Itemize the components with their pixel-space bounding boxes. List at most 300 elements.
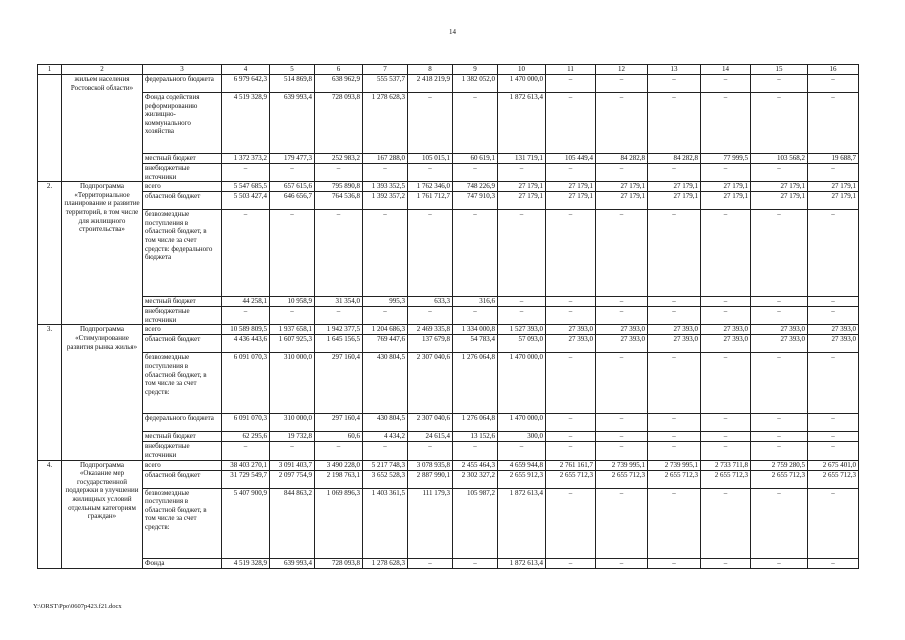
- table-row: [38, 182, 859, 192]
- column-number-16: 16: [808, 65, 859, 75]
- column-number-10: 10: [498, 65, 546, 75]
- amount-cell: 27 393,0: [751, 335, 808, 353]
- amount-cell: 5 217 748,3: [363, 460, 408, 470]
- amount-cell: 1 069 896,3: [315, 488, 363, 558]
- program-number: 3.: [38, 325, 62, 460]
- funding-source: областной бюджет: [143, 470, 222, 488]
- amount-cell: 2 739 995,1: [596, 460, 648, 470]
- amount-cell: 657 615,6: [270, 182, 315, 192]
- amount-cell: –: [808, 488, 859, 558]
- amount-cell: 3 490 228,0: [315, 460, 363, 470]
- amount-cell: 167 288,0: [363, 154, 408, 164]
- amount-cell: –: [701, 558, 751, 568]
- funding-source: безвозмездные поступления в областной бюджет, в том числе за счет средств: федерального бюджета: [143, 210, 222, 297]
- amount-cell: –: [808, 353, 859, 414]
- amount-cell: –: [408, 164, 453, 182]
- amount-cell: 5 503 427,4: [222, 192, 270, 210]
- program-number: 2.: [38, 182, 62, 325]
- table-row: [38, 164, 859, 182]
- amount-cell: –: [596, 432, 648, 442]
- amount-cell: 297 160,4: [315, 414, 363, 432]
- column-number-12: 12: [596, 65, 648, 75]
- amount-cell: 137 679,8: [408, 335, 453, 353]
- amount-cell: –: [751, 558, 808, 568]
- amount-cell: 62 295,6: [222, 432, 270, 442]
- amount-cell: 27 179,1: [596, 182, 648, 192]
- amount-cell: 310 000,0: [270, 353, 315, 414]
- amount-cell: 844 863,2: [270, 488, 315, 558]
- amount-cell: 1 762 346,0: [408, 182, 453, 192]
- amount-cell: 6 091 070,3: [222, 414, 270, 432]
- amount-cell: 1 403 361,5: [363, 488, 408, 558]
- amount-cell: –: [701, 432, 751, 442]
- table-row: [38, 93, 859, 154]
- amount-cell: 728 093,8: [315, 558, 363, 568]
- amount-cell: 54 783,4: [453, 335, 498, 353]
- amount-cell: 4 659 944,8: [498, 460, 546, 470]
- amount-cell: 27 179,1: [546, 182, 596, 192]
- amount-cell: 10 958,9: [270, 297, 315, 307]
- amount-cell: 27 393,0: [701, 325, 751, 335]
- amount-cell: –: [808, 414, 859, 432]
- amount-cell: 27 179,1: [701, 192, 751, 210]
- amount-cell: –: [546, 297, 596, 307]
- amount-cell: –: [363, 210, 408, 297]
- program-name: Подпрограмма «Территориальное планирование и развитие территорий, в том числе для жилищного строительства»: [62, 182, 143, 325]
- amount-cell: 3 078 935,8: [408, 460, 453, 470]
- table-row: [38, 470, 859, 488]
- funding-source: безвозмездные поступления в областной бюджет, в том числе за счет средств:: [143, 353, 222, 414]
- amount-cell: –: [546, 442, 596, 460]
- amount-cell: 1 334 000,8: [453, 325, 498, 335]
- amount-cell: –: [270, 307, 315, 325]
- amount-cell: 27 179,1: [808, 182, 859, 192]
- amount-cell: –: [596, 307, 648, 325]
- amount-cell: 316,6: [453, 297, 498, 307]
- amount-cell: –: [596, 558, 648, 568]
- amount-cell: 633,3: [408, 297, 453, 307]
- amount-cell: 638 962,9: [315, 75, 363, 93]
- amount-cell: –: [315, 442, 363, 460]
- amount-cell: 2 655 712,3: [546, 470, 596, 488]
- amount-cell: –: [596, 210, 648, 297]
- amount-cell: 300,0: [498, 432, 546, 442]
- amount-cell: –: [648, 164, 701, 182]
- funding-source: Фонда: [143, 558, 222, 568]
- amount-cell: –: [546, 488, 596, 558]
- amount-cell: –: [701, 93, 751, 154]
- amount-cell: 131 719,1: [498, 154, 546, 164]
- amount-cell: 24 615,4: [408, 432, 453, 442]
- amount-cell: 31 729 549,7: [222, 470, 270, 488]
- amount-cell: 297 160,4: [315, 353, 363, 414]
- amount-cell: 555 537,7: [363, 75, 408, 93]
- column-number-2: 2: [62, 65, 143, 75]
- amount-cell: –: [701, 488, 751, 558]
- amount-cell: 1 872 613,4: [498, 488, 546, 558]
- amount-cell: –: [648, 297, 701, 307]
- amount-cell: –: [648, 414, 701, 432]
- amount-cell: 103 568,2: [751, 154, 808, 164]
- amount-cell: –: [315, 210, 363, 297]
- amount-cell: 514 869,8: [270, 75, 315, 93]
- amount-cell: 27 179,1: [751, 192, 808, 210]
- amount-cell: 310 000,0: [270, 414, 315, 432]
- amount-cell: –: [596, 442, 648, 460]
- amount-cell: 27 179,1: [648, 192, 701, 210]
- amount-cell: –: [315, 164, 363, 182]
- amount-cell: –: [648, 210, 701, 297]
- table-row: [38, 432, 859, 442]
- column-number-4: 4: [222, 65, 270, 75]
- amount-cell: –: [315, 307, 363, 325]
- amount-cell: –: [751, 93, 808, 154]
- amount-cell: –: [808, 558, 859, 568]
- program-number: [38, 75, 62, 182]
- amount-cell: 27 179,1: [808, 192, 859, 210]
- funding-source: всего: [143, 460, 222, 470]
- amount-cell: 728 093,8: [315, 93, 363, 154]
- amount-cell: 27 393,0: [596, 335, 648, 353]
- amount-cell: 27 179,1: [648, 182, 701, 192]
- amount-cell: –: [546, 432, 596, 442]
- amount-cell: 2 655 712,3: [751, 470, 808, 488]
- funding-source: всего: [143, 182, 222, 192]
- amount-cell: 1 872 613,4: [498, 558, 546, 568]
- table-row: [38, 75, 859, 93]
- amount-cell: 769 447,6: [363, 335, 408, 353]
- amount-cell: 105 449,4: [546, 154, 596, 164]
- funding-source: всего: [143, 325, 222, 335]
- amount-cell: 1 470 000,0: [498, 353, 546, 414]
- amount-cell: –: [453, 442, 498, 460]
- amount-cell: –: [498, 442, 546, 460]
- table-row: [38, 154, 859, 164]
- table-row: [38, 442, 859, 460]
- amount-cell: –: [546, 210, 596, 297]
- amount-cell: 10 589 809,5: [222, 325, 270, 335]
- amount-cell: 3 652 528,3: [363, 470, 408, 488]
- amount-cell: 1 527 393,0: [498, 325, 546, 335]
- funding-source: Фонда содействия реформированию жилищно-коммунального хозяйства: [143, 93, 222, 154]
- funding-source: федерального бюджета: [143, 414, 222, 432]
- amount-cell: 6 091 070,3: [222, 353, 270, 414]
- amount-cell: –: [648, 353, 701, 414]
- column-number-11: 11: [546, 65, 596, 75]
- amount-cell: 179 477,3: [270, 154, 315, 164]
- amount-cell: –: [453, 93, 498, 154]
- column-number-8: 8: [408, 65, 453, 75]
- amount-cell: 105 015,1: [408, 154, 453, 164]
- amount-cell: –: [222, 442, 270, 460]
- amount-cell: –: [546, 93, 596, 154]
- amount-cell: 2 455 464,3: [453, 460, 498, 470]
- table-row: [38, 488, 859, 558]
- amount-cell: –: [596, 488, 648, 558]
- amount-cell: 19 688,7: [808, 154, 859, 164]
- amount-cell: 2 655 712,3: [596, 470, 648, 488]
- funding-source: местный бюджет: [143, 154, 222, 164]
- table-row: [38, 297, 859, 307]
- amount-cell: 2 418 219,9: [408, 75, 453, 93]
- funding-source: внебюджетные источники: [143, 442, 222, 460]
- amount-cell: 2 302 327,2: [453, 470, 498, 488]
- amount-cell: 646 656,7: [270, 192, 315, 210]
- amount-cell: –: [648, 442, 701, 460]
- amount-cell: 27 393,0: [648, 325, 701, 335]
- amount-cell: 19 732,8: [270, 432, 315, 442]
- amount-cell: 2 655 712,3: [701, 470, 751, 488]
- amount-cell: 13 152,6: [453, 432, 498, 442]
- funding-source: областной бюджет: [143, 335, 222, 353]
- amount-cell: 1 276 064,8: [453, 353, 498, 414]
- amount-cell: 2 469 335,8: [408, 325, 453, 335]
- amount-cell: 105 987,2: [453, 488, 498, 558]
- amount-cell: –: [648, 307, 701, 325]
- funding-source: местный бюджет: [143, 297, 222, 307]
- amount-cell: 77 999,5: [701, 154, 751, 164]
- amount-cell: –: [808, 164, 859, 182]
- amount-cell: –: [453, 164, 498, 182]
- amount-cell: –: [498, 164, 546, 182]
- column-number-6: 6: [315, 65, 363, 75]
- amount-cell: –: [363, 164, 408, 182]
- amount-cell: –: [596, 414, 648, 432]
- amount-cell: 5 407 900,9: [222, 488, 270, 558]
- amount-cell: –: [546, 414, 596, 432]
- amount-cell: 84 282,8: [648, 154, 701, 164]
- amount-cell: 111 179,3: [408, 488, 453, 558]
- amount-cell: 2 307 040,6: [408, 353, 453, 414]
- program-name: Подпрограмма «Стимулирование развития рынка жилья»: [62, 325, 143, 460]
- amount-cell: 2 887 990,1: [408, 470, 453, 488]
- amount-cell: 1 607 925,3: [270, 335, 315, 353]
- amount-cell: 2 655 712,3: [808, 470, 859, 488]
- amount-cell: 27 179,1: [701, 182, 751, 192]
- table-row: [38, 325, 859, 335]
- amount-cell: 27 179,1: [596, 192, 648, 210]
- amount-cell: –: [751, 307, 808, 325]
- table-row: [38, 460, 859, 470]
- amount-cell: 27 393,0: [808, 335, 859, 353]
- amount-cell: –: [498, 307, 546, 325]
- amount-cell: –: [222, 164, 270, 182]
- amount-cell: 2 759 280,5: [751, 460, 808, 470]
- amount-cell: –: [270, 210, 315, 297]
- amount-cell: –: [751, 488, 808, 558]
- column-number-14: 14: [701, 65, 751, 75]
- amount-cell: 1 278 628,3: [363, 93, 408, 154]
- amount-cell: 2 655 912,3: [498, 470, 546, 488]
- amount-cell: 27 179,1: [498, 182, 546, 192]
- amount-cell: –: [596, 164, 648, 182]
- amount-cell: 57 093,0: [498, 335, 546, 353]
- amount-cell: 4 519 328,9: [222, 558, 270, 568]
- amount-cell: 795 890,8: [315, 182, 363, 192]
- amount-cell: 1 761 712,7: [408, 192, 453, 210]
- amount-cell: –: [701, 353, 751, 414]
- amount-cell: –: [546, 558, 596, 568]
- amount-cell: –: [751, 75, 808, 93]
- amount-cell: –: [596, 353, 648, 414]
- amount-cell: –: [453, 307, 498, 325]
- amount-cell: 764 536,8: [315, 192, 363, 210]
- column-number-15: 15: [751, 65, 808, 75]
- program-number: 4.: [38, 460, 62, 568]
- amount-cell: 1 470 000,0: [498, 414, 546, 432]
- table-row: [38, 353, 859, 414]
- amount-cell: 1 942 377,5: [315, 325, 363, 335]
- amount-cell: 27 179,1: [546, 192, 596, 210]
- amount-cell: 27 393,0: [546, 335, 596, 353]
- amount-cell: 2 198 763,1: [315, 470, 363, 488]
- table-row: [38, 335, 859, 353]
- amount-cell: –: [222, 307, 270, 325]
- amount-cell: 60 619,1: [453, 154, 498, 164]
- amount-cell: 31 354,0: [315, 297, 363, 307]
- amount-cell: 430 804,5: [363, 414, 408, 432]
- header-row: [38, 65, 859, 75]
- amount-cell: –: [546, 75, 596, 93]
- amount-cell: –: [453, 210, 498, 297]
- table-row: [38, 414, 859, 432]
- amount-cell: –: [596, 297, 648, 307]
- amount-cell: 1 278 628,3: [363, 558, 408, 568]
- amount-cell: 27 393,0: [808, 325, 859, 335]
- amount-cell: –: [648, 93, 701, 154]
- amount-cell: –: [751, 432, 808, 442]
- program-name: Подпрограмма «Оказание мер государственной поддержки в улучшении жилищных условий отдельным категориям граждан»: [62, 460, 143, 568]
- amount-cell: –: [596, 93, 648, 154]
- amount-cell: 27 393,0: [596, 325, 648, 335]
- funding-source: областной бюджет: [143, 192, 222, 210]
- amount-cell: –: [408, 307, 453, 325]
- amount-cell: 2 733 711,8: [701, 460, 751, 470]
- amount-cell: 1 382 052,0: [453, 75, 498, 93]
- amount-cell: –: [808, 93, 859, 154]
- table-row: [38, 307, 859, 325]
- amount-cell: –: [408, 93, 453, 154]
- amount-cell: –: [546, 164, 596, 182]
- amount-cell: 430 804,5: [363, 353, 408, 414]
- amount-cell: –: [751, 164, 808, 182]
- amount-cell: 252 983,2: [315, 154, 363, 164]
- amount-cell: –: [808, 75, 859, 93]
- amount-cell: –: [408, 558, 453, 568]
- amount-cell: –: [363, 442, 408, 460]
- amount-cell: –: [648, 75, 701, 93]
- amount-cell: 747 910,3: [453, 192, 498, 210]
- table-row: [38, 210, 859, 297]
- amount-cell: 995,3: [363, 297, 408, 307]
- amount-cell: –: [701, 164, 751, 182]
- amount-cell: 4 434,2: [363, 432, 408, 442]
- amount-cell: –: [648, 488, 701, 558]
- amount-cell: 84 282,8: [596, 154, 648, 164]
- table-row: [38, 192, 859, 210]
- amount-cell: 748 226,9: [453, 182, 498, 192]
- amount-cell: –: [222, 210, 270, 297]
- amount-cell: –: [363, 307, 408, 325]
- program-name: жильем населения Ростовской области»: [62, 75, 143, 182]
- amount-cell: 1 276 064,8: [453, 414, 498, 432]
- amount-cell: –: [751, 210, 808, 297]
- amount-cell: 27 179,1: [498, 192, 546, 210]
- amount-cell: 27 393,0: [701, 335, 751, 353]
- amount-cell: –: [701, 75, 751, 93]
- amount-cell: 2 307 040,6: [408, 414, 453, 432]
- amount-cell: 1 372 373,2: [222, 154, 270, 164]
- amount-cell: –: [751, 414, 808, 432]
- amount-cell: –: [270, 164, 315, 182]
- amount-cell: 2 097 754,9: [270, 470, 315, 488]
- page-number: 14: [449, 28, 456, 36]
- amount-cell: –: [546, 307, 596, 325]
- funding-source: внебюджетные источники: [143, 164, 222, 182]
- amount-cell: 4 436 443,6: [222, 335, 270, 353]
- amount-cell: –: [648, 432, 701, 442]
- amount-cell: 44 258,1: [222, 297, 270, 307]
- amount-cell: 1 392 357,2: [363, 192, 408, 210]
- amount-cell: 27 393,0: [751, 325, 808, 335]
- amount-cell: 1 645 156,5: [315, 335, 363, 353]
- funding-source: безвозмездные поступления в областной бюджет, в том числе за счет средств:: [143, 488, 222, 558]
- amount-cell: 1 393 352,5: [363, 182, 408, 192]
- amount-cell: –: [498, 297, 546, 307]
- amount-cell: –: [808, 442, 859, 460]
- funding-source: внебюджетные источники: [143, 307, 222, 325]
- amount-cell: –: [546, 353, 596, 414]
- budget-table: [37, 64, 859, 569]
- amount-cell: 1 204 686,3: [363, 325, 408, 335]
- table-row: [38, 558, 859, 568]
- amount-cell: 27 179,1: [751, 182, 808, 192]
- amount-cell: 2 675 401,0: [808, 460, 859, 470]
- amount-cell: –: [808, 307, 859, 325]
- amount-cell: –: [498, 210, 546, 297]
- amount-cell: –: [701, 210, 751, 297]
- amount-cell: –: [701, 307, 751, 325]
- amount-cell: 5 547 685,5: [222, 182, 270, 192]
- amount-cell: 27 393,0: [546, 325, 596, 335]
- amount-cell: 639 993,4: [270, 558, 315, 568]
- column-number-5: 5: [270, 65, 315, 75]
- column-number-7: 7: [363, 65, 408, 75]
- amount-cell: 27 393,0: [648, 335, 701, 353]
- amount-cell: –: [751, 297, 808, 307]
- amount-cell: –: [648, 558, 701, 568]
- funding-source: федерального бюджета: [143, 75, 222, 93]
- amount-cell: 639 993,4: [270, 93, 315, 154]
- file-path-footer: Y:\ORST\Ppo\0607p423.f21.docx: [33, 603, 122, 610]
- column-number-1: 1: [38, 65, 62, 75]
- amount-cell: –: [408, 210, 453, 297]
- amount-cell: –: [701, 442, 751, 460]
- amount-cell: –: [751, 353, 808, 414]
- column-number-13: 13: [648, 65, 701, 75]
- amount-cell: –: [270, 442, 315, 460]
- amount-cell: 2 739 995,1: [648, 460, 701, 470]
- amount-cell: –: [408, 442, 453, 460]
- amount-cell: –: [453, 558, 498, 568]
- amount-cell: –: [701, 414, 751, 432]
- amount-cell: 2 655 712,3: [648, 470, 701, 488]
- amount-cell: 2 761 161,7: [546, 460, 596, 470]
- amount-cell: –: [808, 297, 859, 307]
- amount-cell: 38 403 270,1: [222, 460, 270, 470]
- amount-cell: –: [596, 75, 648, 93]
- funding-source: местный бюджет: [143, 432, 222, 442]
